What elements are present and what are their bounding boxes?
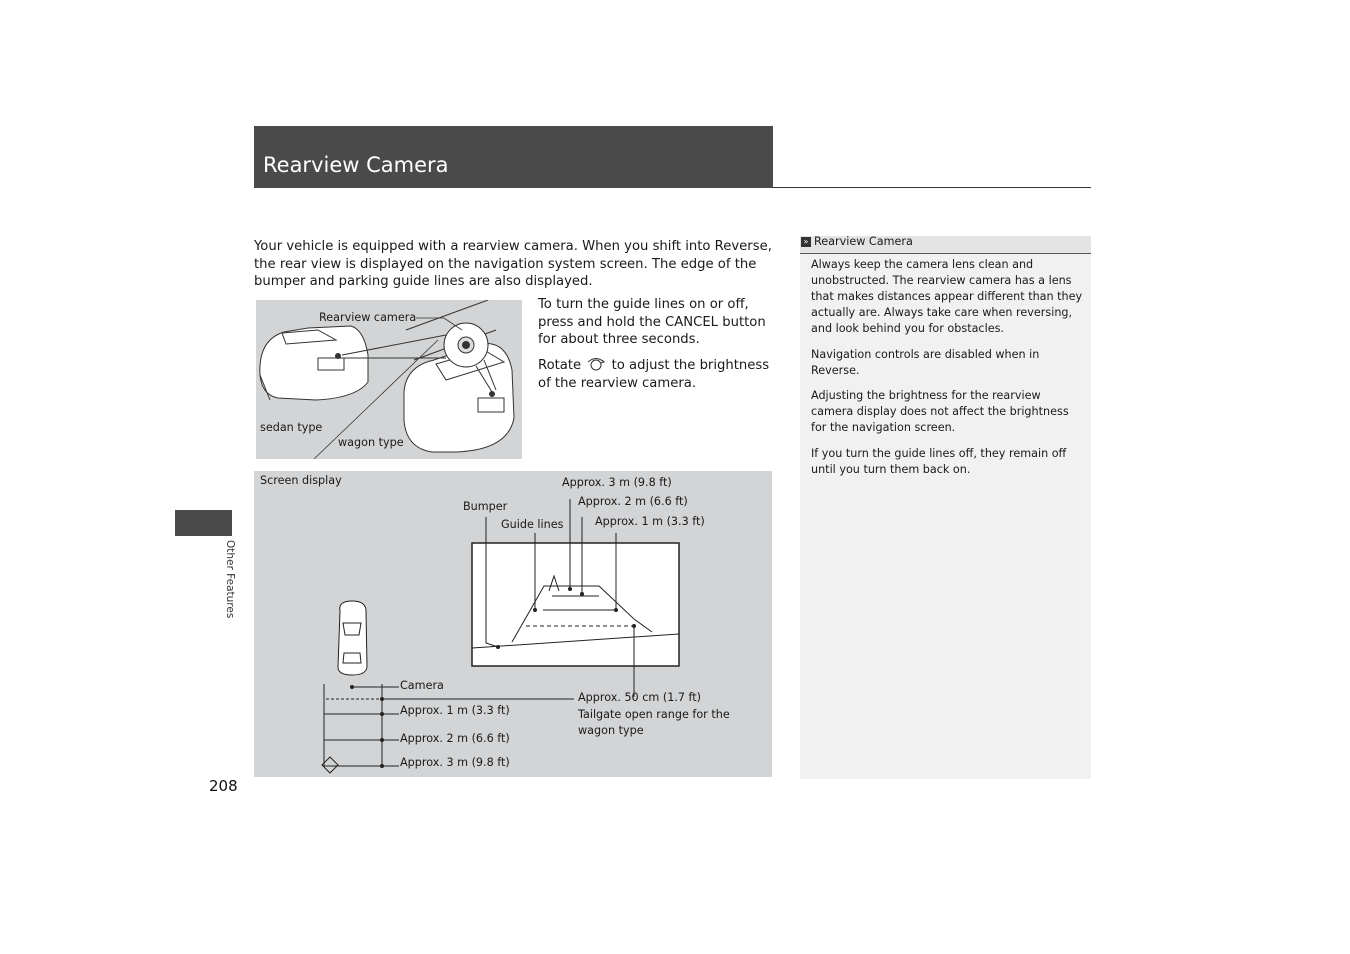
tailgate-range-label: Tailgate open range for the wagon type [578, 708, 730, 737]
selector-knob-icon [585, 356, 607, 372]
approx-1m-top-label: Approx. 1 m (3.3 ft) [595, 515, 705, 528]
bumper-label: Bumper [463, 500, 508, 513]
guide-lines-label: Guide lines [501, 518, 564, 531]
approx-50cm-label: Approx. 50 cm (1.7 ft) [578, 691, 702, 704]
section-label: Other Features [224, 540, 236, 619]
top-view-car [338, 601, 367, 675]
approx-2m-label: Approx. 2 m (6.6 ft) [400, 732, 510, 745]
guide-lines-instruction: To turn the guide lines on or off, press and hold the CANCEL button for about three seconds. [538, 297, 766, 348]
distance-ruler [324, 684, 382, 766]
section-tab [175, 510, 232, 536]
wagon-plate [478, 398, 504, 412]
note-paragraph: Navigation controls are disabled when in Reverse. [811, 348, 1040, 377]
rotate-suffix: to adjust the brightness of the rearview camera. [538, 358, 770, 391]
note-paragraph: Always keep the camera lens clean and unobstructed. The rearview camera has a lens that makes distances appear different than they actually are. Always take care when reversing, and look behind you for obstacles. [811, 258, 1083, 335]
screen-frame [472, 543, 679, 666]
sedan-type-label: sedan type [260, 421, 323, 434]
wagon-type-label: wagon type [338, 436, 404, 449]
page-number: 208 [209, 777, 238, 795]
note-title: Rearview Camera [814, 235, 913, 248]
page-title: Rearview Camera [263, 153, 449, 177]
approx-3m-label: Approx. 3 m (9.8 ft) [400, 756, 510, 769]
rotate-label: Rotate [538, 358, 582, 373]
rearview-camera-label: Rearview camera [319, 311, 417, 324]
approx-1m-label: Approx. 1 m (3.3 ft) [400, 704, 510, 717]
rotate-instruction [538, 356, 772, 392]
approx-2m-top-label: Approx. 2 m (6.6 ft) [578, 495, 688, 508]
screen-display-label: Screen display [260, 474, 342, 487]
note-paragraph: If you turn the guide lines off, they remain off until you turn them back on. [811, 447, 1067, 476]
camera-label: Camera [400, 679, 444, 692]
double-chevron-icon: » [801, 237, 811, 247]
note-paragraph: Adjusting the brightness for the rearview camera display does not affect the brightness for the navigation screen. [811, 389, 1069, 434]
title-rule [773, 187, 1091, 188]
sedan-plate [318, 358, 344, 370]
approx-3m-top-label: Approx. 3 m (9.8 ft) [562, 476, 672, 489]
intro-paragraph: Your vehicle is equipped with a rearview camera. When you shift into Reverse, the rear view is displayed on the navigation system screen. The edge of the bumper and parking guide lines are also displayed. [254, 239, 772, 290]
